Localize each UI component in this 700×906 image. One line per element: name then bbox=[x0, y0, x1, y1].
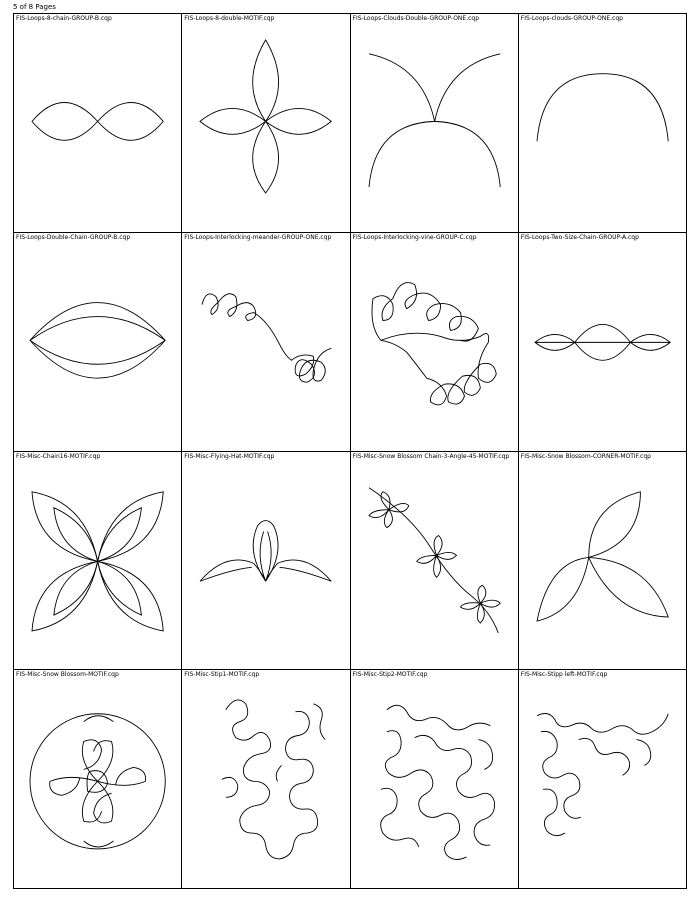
motif-title: FIS-Loops-Clouds-Double-GROUP-ONE.cqp bbox=[352, 15, 480, 22]
motif-cell-misc-snow-blossom-chain[interactable] bbox=[351, 452, 519, 671]
motif-cell-misc-snow-blossom-corner[interactable] bbox=[519, 452, 687, 671]
motif-drawing-misc-snow-blossom bbox=[14, 670, 181, 888]
motif-drawing-loops-double-chain bbox=[14, 233, 181, 451]
motif-title: FIS-Misc-Snow Blossom-CORNER-MOTIF.cqp bbox=[520, 452, 651, 460]
motif-title: FIS-Loops-Double-Chain-GROUP-B.cqp bbox=[16, 233, 131, 241]
motif-drawing-loops-8-double bbox=[182, 14, 349, 232]
motif-title: FIS-Misc-Stip2-MOTIF.cqp bbox=[352, 671, 428, 679]
motif-cell-loops-two-size-chain[interactable] bbox=[519, 233, 687, 452]
motif-cell-loops-clouds[interactable] bbox=[519, 14, 687, 233]
motif-drawing-loops-clouds bbox=[519, 14, 686, 232]
motif-cell-loops-8-chain[interactable] bbox=[14, 14, 182, 233]
motif-cell-loops-interlocking-vine[interactable] bbox=[351, 233, 519, 452]
motif-title: FIS-Misc-Chain16-MOTIF.cqp bbox=[16, 452, 101, 460]
motif-title: FIS-Loops-clouds-GROUP-ONE.cqp bbox=[520, 15, 623, 22]
motif-cell-misc-stip2[interactable] bbox=[351, 670, 519, 889]
motif-cell-misc-flying-hat[interactable] bbox=[182, 452, 350, 671]
motif-cell-misc-snow-blossom[interactable] bbox=[14, 670, 182, 889]
motif-cell-misc-stip1[interactable] bbox=[182, 670, 350, 889]
motif-drawing-loops-8-chain bbox=[14, 14, 181, 232]
motif-title: FIS-Misc-Flying-Hat-MOTIF.cqp bbox=[184, 452, 275, 460]
motif-drawing-misc-stip2 bbox=[351, 670, 518, 888]
motif-cell-loops-double-chain[interactable] bbox=[14, 233, 182, 452]
motif-cell-loops-clouds-double[interactable] bbox=[351, 14, 519, 233]
page-count-label: 5 of 8 Pages bbox=[13, 3, 56, 11]
motif-drawing-loops-interlocking-meander bbox=[182, 233, 349, 451]
motif-drawing-misc-stip1 bbox=[182, 670, 349, 888]
motif-drawing-misc-chain16 bbox=[14, 452, 181, 670]
motif-title: FIS-Loops-8-double-MOTIF.cqp bbox=[184, 15, 275, 22]
motif-cell-misc-chain16[interactable] bbox=[14, 452, 182, 671]
motif-drawing-loops-interlocking-vine bbox=[351, 233, 518, 451]
motif-title: FIS-Loops-Two-Size-Chain-GROUP-A.cqp bbox=[520, 233, 639, 241]
motif-drawing-loops-clouds-double bbox=[351, 14, 518, 232]
motif-cell-loops-8-double[interactable] bbox=[182, 14, 350, 233]
motif-title: FIS-Loops-8-chain-GROUP-B.cqp bbox=[16, 15, 112, 22]
motif-drawing-misc-snow-blossom-corner bbox=[519, 452, 686, 670]
motif-title: FIS-Loops-Interlocking-vine-GROUP-C.cqp bbox=[352, 233, 477, 241]
motif-cell-loops-interlocking-meander[interactable] bbox=[182, 233, 350, 452]
motif-title: FIS-Misc-Stipp left-MOTIF.cqp bbox=[520, 671, 608, 679]
motif-grid bbox=[13, 13, 687, 889]
motif-cell-misc-stipp-left[interactable] bbox=[519, 670, 687, 889]
motif-drawing-loops-two-size-chain bbox=[519, 233, 686, 451]
motif-title: FIS-Misc-Snow Blossom-MOTIF.cqp bbox=[16, 671, 119, 679]
motif-drawing-misc-snow-blossom-chain bbox=[351, 452, 518, 670]
motif-drawing-misc-stipp-left bbox=[519, 670, 686, 888]
motif-title: FIS-Misc-Snow Blossom Chain-3-Angle-45-MOTIF.cqp bbox=[352, 452, 510, 460]
motif-title: FIS-Loops-Interlocking-meander-GROUP-ONE.cqp bbox=[184, 233, 332, 241]
motif-title: FIS-Misc-Stip1-MOTIF.cqp bbox=[184, 671, 260, 679]
motif-drawing-misc-flying-hat bbox=[182, 452, 349, 670]
